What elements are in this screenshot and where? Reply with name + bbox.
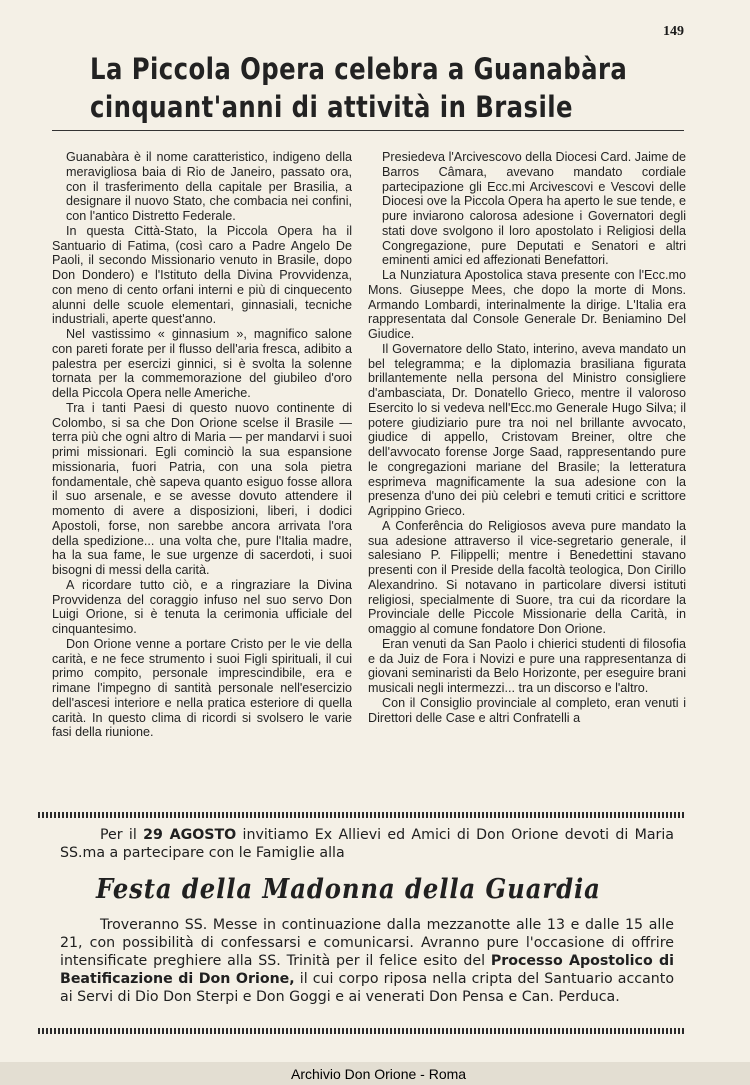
left-column (52, 150, 352, 740)
notice-top-border (38, 812, 684, 818)
paragraph: Don Orione venne a portare Cristo per le vie della carità, e ne fece strumento i suoi Figli spirituali, il cui primo compito, personale imprescindibile, era e rimane l'impegno di santità personale nell'esercizio dell'ascesi interiore e nella pratica esteriore di quella carità. In questo clima di ricordi si svolsero le varie fasi della riunione. (52, 636, 352, 740)
title-divider (52, 130, 684, 131)
right-column (368, 150, 686, 725)
paragraph: Eran venuti da San Paolo i chierici studenti di filosofia e da Juiz de Fora i Novizi e pure una rappresentanza di giovani seminaristi da Belo Horizonte, per eseguire brani musicali negli intermezzi... tra un discorso e l'altro. (368, 636, 686, 695)
festa-title: Festa della Madonna della Guardia (96, 874, 601, 905)
notice-bottom-border (38, 1028, 684, 1034)
paragraph: Con il Consiglio provinciale al completo, eran venuti i Direttori delle Case e altri Confratelli a (368, 695, 686, 725)
article-title-line-2: cinquant'anni di attività in Brasile (90, 90, 573, 124)
festa-info-bold: Processo Apostolico di Beatificazione di Don Orione, (60, 953, 675, 987)
paragraph: In questa Città-Stato, la Piccola Opera ha il Santuario di Fatima, (così caro a Padre Angelo De Paoli, il secondo Missionario venuto in Brasile, dopo Don Dondero) e l'Istituto della Divina Provvidenza, con meno di cento orfani interni e più di cinquecento alunni delle scuole elementari, ginnasiali, tecniche industriali, aperte quest'anno. (52, 223, 352, 327)
festa-info (60, 916, 674, 1006)
invitation-pre: Per il (100, 827, 144, 843)
paragraph: Presiedeva l'Arcivescovo della Diocesi Card. Jaime de Barros Câmara, avevano mandato cordiale partecipazione gli Ecc.mi Arcivescovi e Vescovi delle Diocesi ove la Piccola Opera ha aperto le sue tende, e pure inviarono calorosa adesione i Governatori degli stati dove svolgono il loro apostolato i Religiosi della Congregazione, pure Deputati e Senatori e altri eminenti amici ed affezionati Benefattori. (382, 150, 686, 268)
article-title (90, 50, 628, 126)
festa-info-post: il cui corpo riposa nella cripta del Santuario accanto ai Servi di Dio Don Sterpi e Don Goggi e ai venerati Don Pensa e Can. Perduca. (60, 971, 674, 1005)
paragraph: Il Governatore dello Stato, interino, aveva mandato un bel telegramma; e la diplomazia brasiliana figurata brillantemente nella persona del Ministro consigliere d'ambasciata, Dr. Donatello Grieco, mentre il valoroso Esercito lo si vedeva nell'Ecc.mo Generale Hugo Silva; il potere giudiziario pure tra noi nel brillante avvocato, giudice di appello, Cristovam Breiner, oltre che dell'avvocato forense Jorge Saad, rappresentando pure le congregazioni mariane del Brasile; la letteratura esprimeva magnificamente la sua adesione con la presenza d'uno dei più celebri e temuti critici e scrittore Agrippino Grieco. (368, 341, 686, 518)
page-number: 149 (663, 24, 684, 39)
paragraph: Nel vastissimo « ginnasium », magnifico salone con pareti forate per il flusso dell'aria fresca, adibito a palestra per esercizi ginnici, si è svolta la solenne tornata per la commemorazione del giubileo d'oro della Piccola Opera nelle Americhe. (52, 327, 352, 400)
paragraph: La Nunziatura Apostolica stava presente con l'Ecc.mo Mons. Giuseppe Mees, che dopo la morte di Mons. Armando Lombardi, interinalmente la dirige. L'Italia era rappresentata dal Console Generale Dr. Beniamino Del Giudice. (368, 268, 686, 341)
invitation-post: invitiamo Ex Allievi ed Amici di Don Orione devoti di Maria SS.ma a partecipare con le Famiglie alla (60, 827, 674, 861)
notice-body (60, 826, 674, 1006)
festa-notice-box (38, 812, 684, 1034)
paragraph: Tra i tanti Paesi di questo nuovo continente di Colombo, si sa che Don Orione scelse il Brasile — terra più che ogni altro di Maria — per mandarvi i suoi primi missionari. Egli cominciò la sua espansione missionaria, fuori Patria, con una sola pietra fondamentale, chè sapeva quanto esiguo fosse allora il suo arsenale, e se avesse dovuto attendere il momento di avere a disposizioni, liberi, i dodici Apostoli, forse, non sarebbe ancora arrivata l'ora della spedizione... una volta che, pure l'Italia madre, ha la sua fame, le sue urgenze di sacerdoti, i suoi bisogni di messi della carità. (52, 400, 352, 577)
paragraph: Guanabàra è il nome caratteristico, indigeno della meravigliosa baia di Rio de Janeiro, passato ora, con il trasferimento della capitale per Brasilia, a designare il nuovo Stato, che combacia nei confini, con l'antico Distretto Federale. (66, 150, 352, 223)
invitation-text (60, 826, 674, 862)
festa-info-pre: Troveranno SS. Messe in continuazione dalla mezzanotte alle 13 e dalle 15 alle 21, con possibilità di confessarsi e comunicarsi. Avranno pure l'occasione di offrire intensificate preghiere alla SS. Trinità per il felice esito del (60, 917, 674, 969)
invitation-date: 29 AGOSTO (143, 827, 237, 843)
article-title-line-1: La Piccola Opera celebra a Guanabàra (90, 52, 628, 86)
archive-label: Archivio Don Orione - Roma (291, 1066, 467, 1082)
paragraph: A Conferência do Religiosos aveva pure mandato la sua adesione attraverso il vice-segretario generale, il salesiano P. Filippelli; mentre i Benedettini stavano presenti con il Preside della facoltà teologica, Don Cirillo Alexandrino. Si notavano in particolare diversi istituti religiosi, specialmente di Suore, tra cui da ricordare la Provinciale delle Piccole Missionarie della Carità, in omaggio al comune fondatore Don Orione. (368, 518, 686, 636)
paragraph: A ricordare tutto ciò, e a ringraziare la Divina Provvidenza del coraggio infuso nel suo servo Don Luigi Orione, si è tenuta la cerimonia ufficiale del cinquantesimo. (52, 577, 352, 636)
